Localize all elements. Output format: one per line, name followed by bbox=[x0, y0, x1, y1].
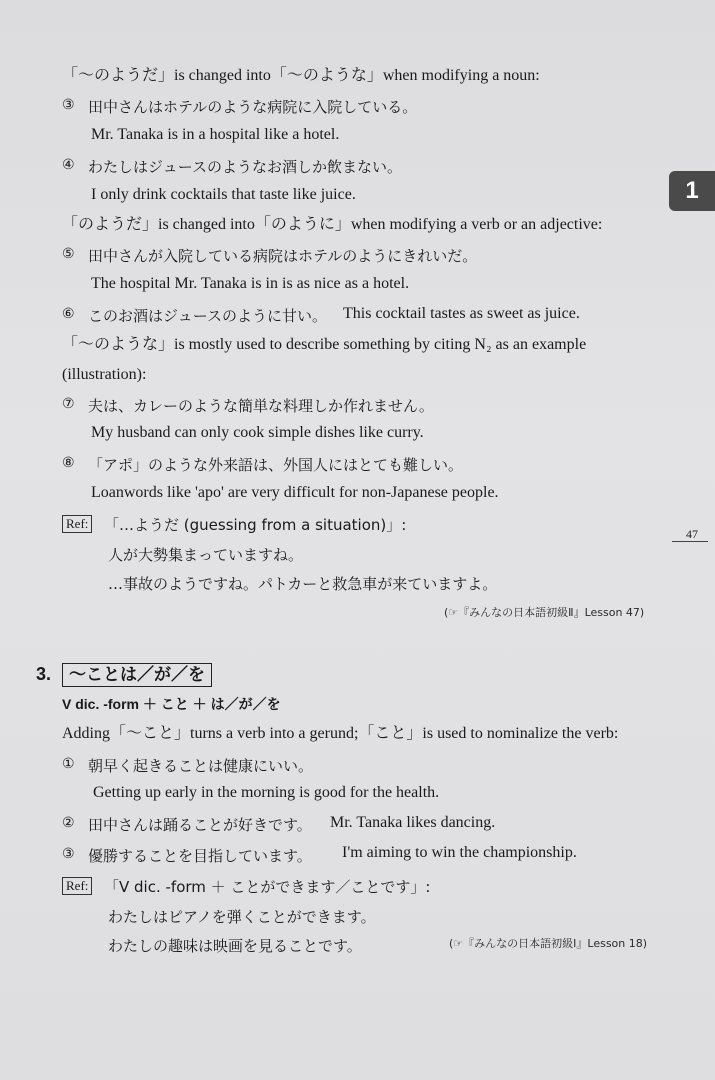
page-number: 47 bbox=[686, 527, 698, 541]
example-number: ③ bbox=[62, 846, 75, 862]
intro-illustration-cont: (illustration): bbox=[62, 366, 147, 383]
example-english: Getting up early in the morning is good for the health. bbox=[93, 784, 440, 801]
page-number-rule bbox=[672, 541, 708, 542]
example-english: I only drink cocktails that taste like juice. bbox=[91, 186, 356, 203]
example-japanese: 優勝することを目指しています。 bbox=[88, 847, 312, 865]
ref-label: Ref: bbox=[62, 877, 92, 895]
example-japanese: 田中さんは踊ることが好きです。 bbox=[88, 816, 312, 834]
ref-example: 人が大勢集まっていますね。 bbox=[108, 546, 304, 564]
ref-example: わたしはピアノを弾くことができます。 bbox=[108, 908, 376, 926]
ref-label: Ref: bbox=[62, 515, 92, 533]
example-japanese: 朝早く起きることは健康にいい。 bbox=[88, 757, 314, 775]
example-english: This cocktail tastes as sweet as juice. bbox=[343, 305, 580, 322]
example-english: Mr. Tanaka is in a hospital like a hotel. bbox=[91, 126, 340, 143]
section-number: 3. bbox=[36, 664, 52, 684]
example-number: ③ bbox=[62, 97, 75, 113]
example-english: My husband can only cook simple dishes like curry. bbox=[91, 424, 424, 441]
example-number: ④ bbox=[62, 157, 75, 173]
intro-verb-modifying: 「のようだ」is changed into「のように」when modifying a verb or an adjective: bbox=[62, 216, 603, 233]
ref-source: (☞『みんなの日本語初級Ⅰ』Lesson 18) bbox=[449, 937, 648, 950]
example-japanese: 夫は、カレーのような簡単な料理しか作れません。 bbox=[88, 397, 434, 415]
example-number: ② bbox=[62, 815, 75, 831]
example-english: Loanwords like 'apo' are very difficult for non-Japanese people. bbox=[91, 484, 499, 501]
section-title: ～ことは／が／を bbox=[62, 663, 212, 687]
chapter-tab: 1 bbox=[669, 171, 715, 211]
ref-example: わたしの趣味は映画を見ることです。 bbox=[108, 937, 362, 955]
ref-heading: 「…ようだ (guessing from a situation)」: bbox=[104, 516, 407, 534]
example-number: ⑥ bbox=[62, 306, 75, 322]
form-heading: V dic. -form ＋ こと ＋ は／が／を bbox=[62, 696, 281, 712]
example-number: ⑤ bbox=[62, 246, 75, 262]
example-japanese: 田中さんが入院している病院はホテルのようにきれいだ。 bbox=[88, 247, 478, 265]
ref-example: …事故のようですね。パトカーと救急車が来ていますよ。 bbox=[108, 575, 498, 593]
example-japanese: このお酒はジュースのように甘い。 bbox=[88, 307, 327, 325]
example-japanese: わたしはジュースのようなお酒しか飲まない。 bbox=[88, 158, 402, 176]
example-number: ⑧ bbox=[62, 455, 75, 471]
example-japanese: 「アポ」のような外来語は、外国人にはとても難しい。 bbox=[88, 456, 464, 474]
example-english: The hospital Mr. Tanaka is in is as nice as a hotel. bbox=[91, 275, 410, 292]
ref-source: (☞『みんなの日本語初級Ⅱ』Lesson 47) bbox=[444, 606, 645, 619]
example-number: ① bbox=[62, 756, 75, 772]
intro-illustration: 「～のような」is mostly used to describe something by citing N₂ as an example bbox=[62, 336, 587, 353]
example-english: I'm aiming to win the championship. bbox=[342, 844, 577, 861]
intro-gerund: Adding「～こと」turns a verb into a gerund;「こと」is used to nominalize the verb: bbox=[62, 725, 619, 742]
example-japanese: 田中さんはホテルのような病院に入院している。 bbox=[88, 98, 418, 116]
ref-heading: 「V dic. -form ＋ ことができます／ことです」: bbox=[104, 878, 431, 896]
example-english: Mr. Tanaka likes dancing. bbox=[330, 814, 496, 831]
example-number: ⑦ bbox=[62, 396, 75, 412]
intro-noun-modifying: 「～のようだ」is changed into「～のような」when modifying a noun: bbox=[62, 67, 540, 84]
